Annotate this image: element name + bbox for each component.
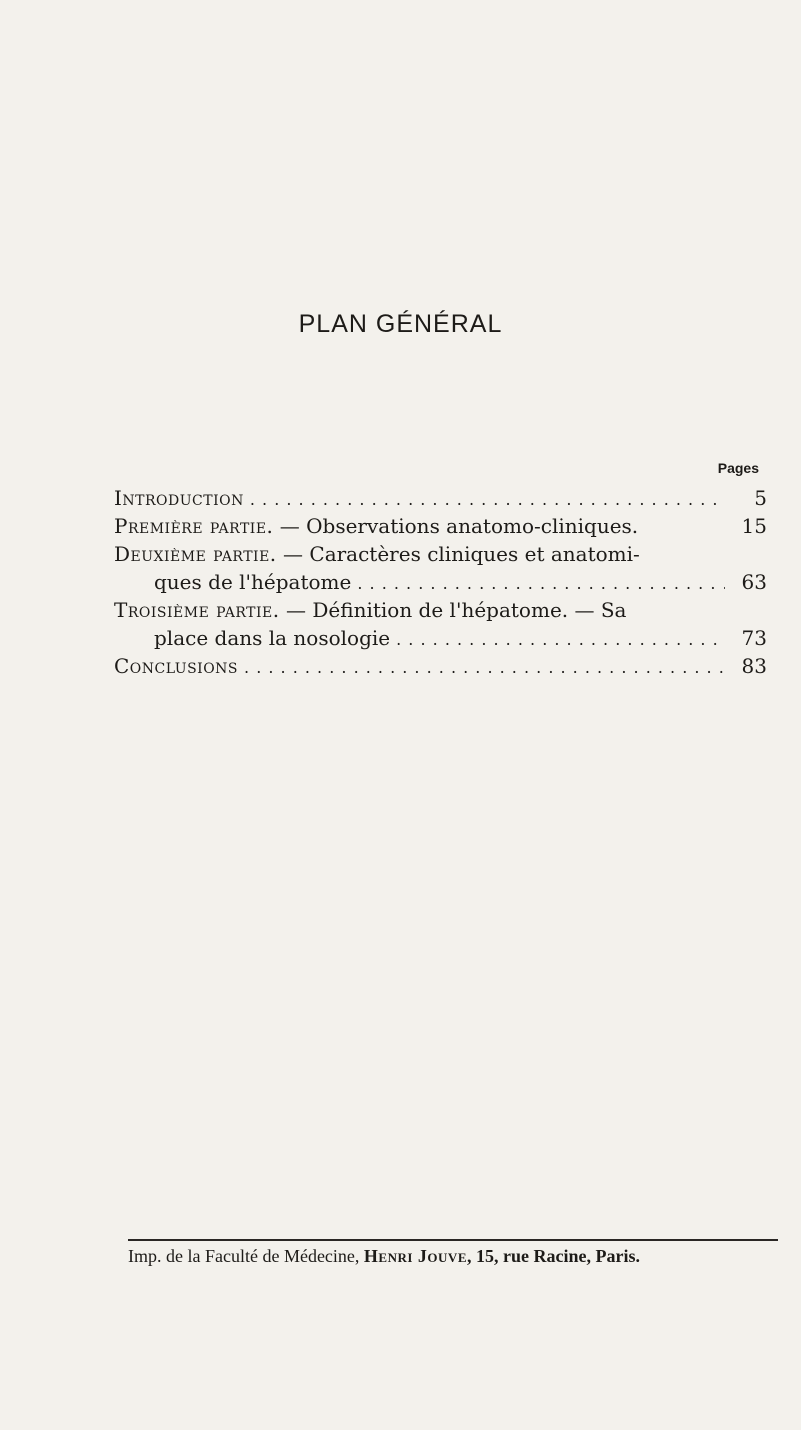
dot-leader: [244, 652, 725, 682]
entry-heading: Deuxième partie.: [114, 542, 277, 566]
imprint-address: , 15, rue Racine, Paris.: [467, 1246, 640, 1266]
imprint-line: [128, 1246, 788, 1267]
entry-heading: Conclusions: [114, 654, 239, 678]
page-title: PLAN GÉNÉRAL: [298, 310, 503, 338]
entry-heading: Première partie.: [114, 514, 274, 538]
entry-title: Définition de l'hépatome. — Sa: [312, 598, 627, 622]
entry-separator: —: [276, 542, 310, 566]
entry-page-number: 5: [754, 486, 767, 510]
entry-page-number: 83: [741, 654, 767, 678]
entry-page-number: 63: [741, 570, 767, 594]
entry-heading: Troisième partie.: [114, 598, 280, 622]
entry-title: Observations anatomo-cliniques.: [306, 514, 639, 538]
dot-leader: [250, 484, 725, 514]
entry-page-number: 73: [741, 626, 767, 650]
entry-title: Caractères cliniques et anatomi-: [309, 542, 640, 566]
toc-entry-conclusions: [114, 652, 767, 682]
imprint-printer: Henri Jouve: [363, 1246, 467, 1266]
toc-entry-deuxieme-partie: [114, 540, 767, 598]
dot-leader: [396, 624, 725, 654]
dot-leader: [357, 568, 725, 598]
entry-title-continuation: ques de l'hépatome: [154, 570, 352, 594]
entry-title-continuation: place dans la nosologie: [154, 626, 391, 650]
toc-entry-introduction: [114, 484, 767, 514]
entry-separator: —: [273, 514, 307, 538]
entry-separator: —: [279, 598, 313, 622]
entry-page-number: 15: [741, 514, 767, 538]
imprint-prefix: Imp. de la Faculté de Médecine,: [128, 1246, 364, 1266]
entry-heading: Introduction: [114, 486, 244, 510]
imprint-rule: [128, 1239, 778, 1241]
toc-entry-premiere-partie: [114, 512, 767, 540]
pages-column-header: Pages: [717, 460, 759, 476]
toc-entry-troisieme-partie: [114, 596, 767, 654]
